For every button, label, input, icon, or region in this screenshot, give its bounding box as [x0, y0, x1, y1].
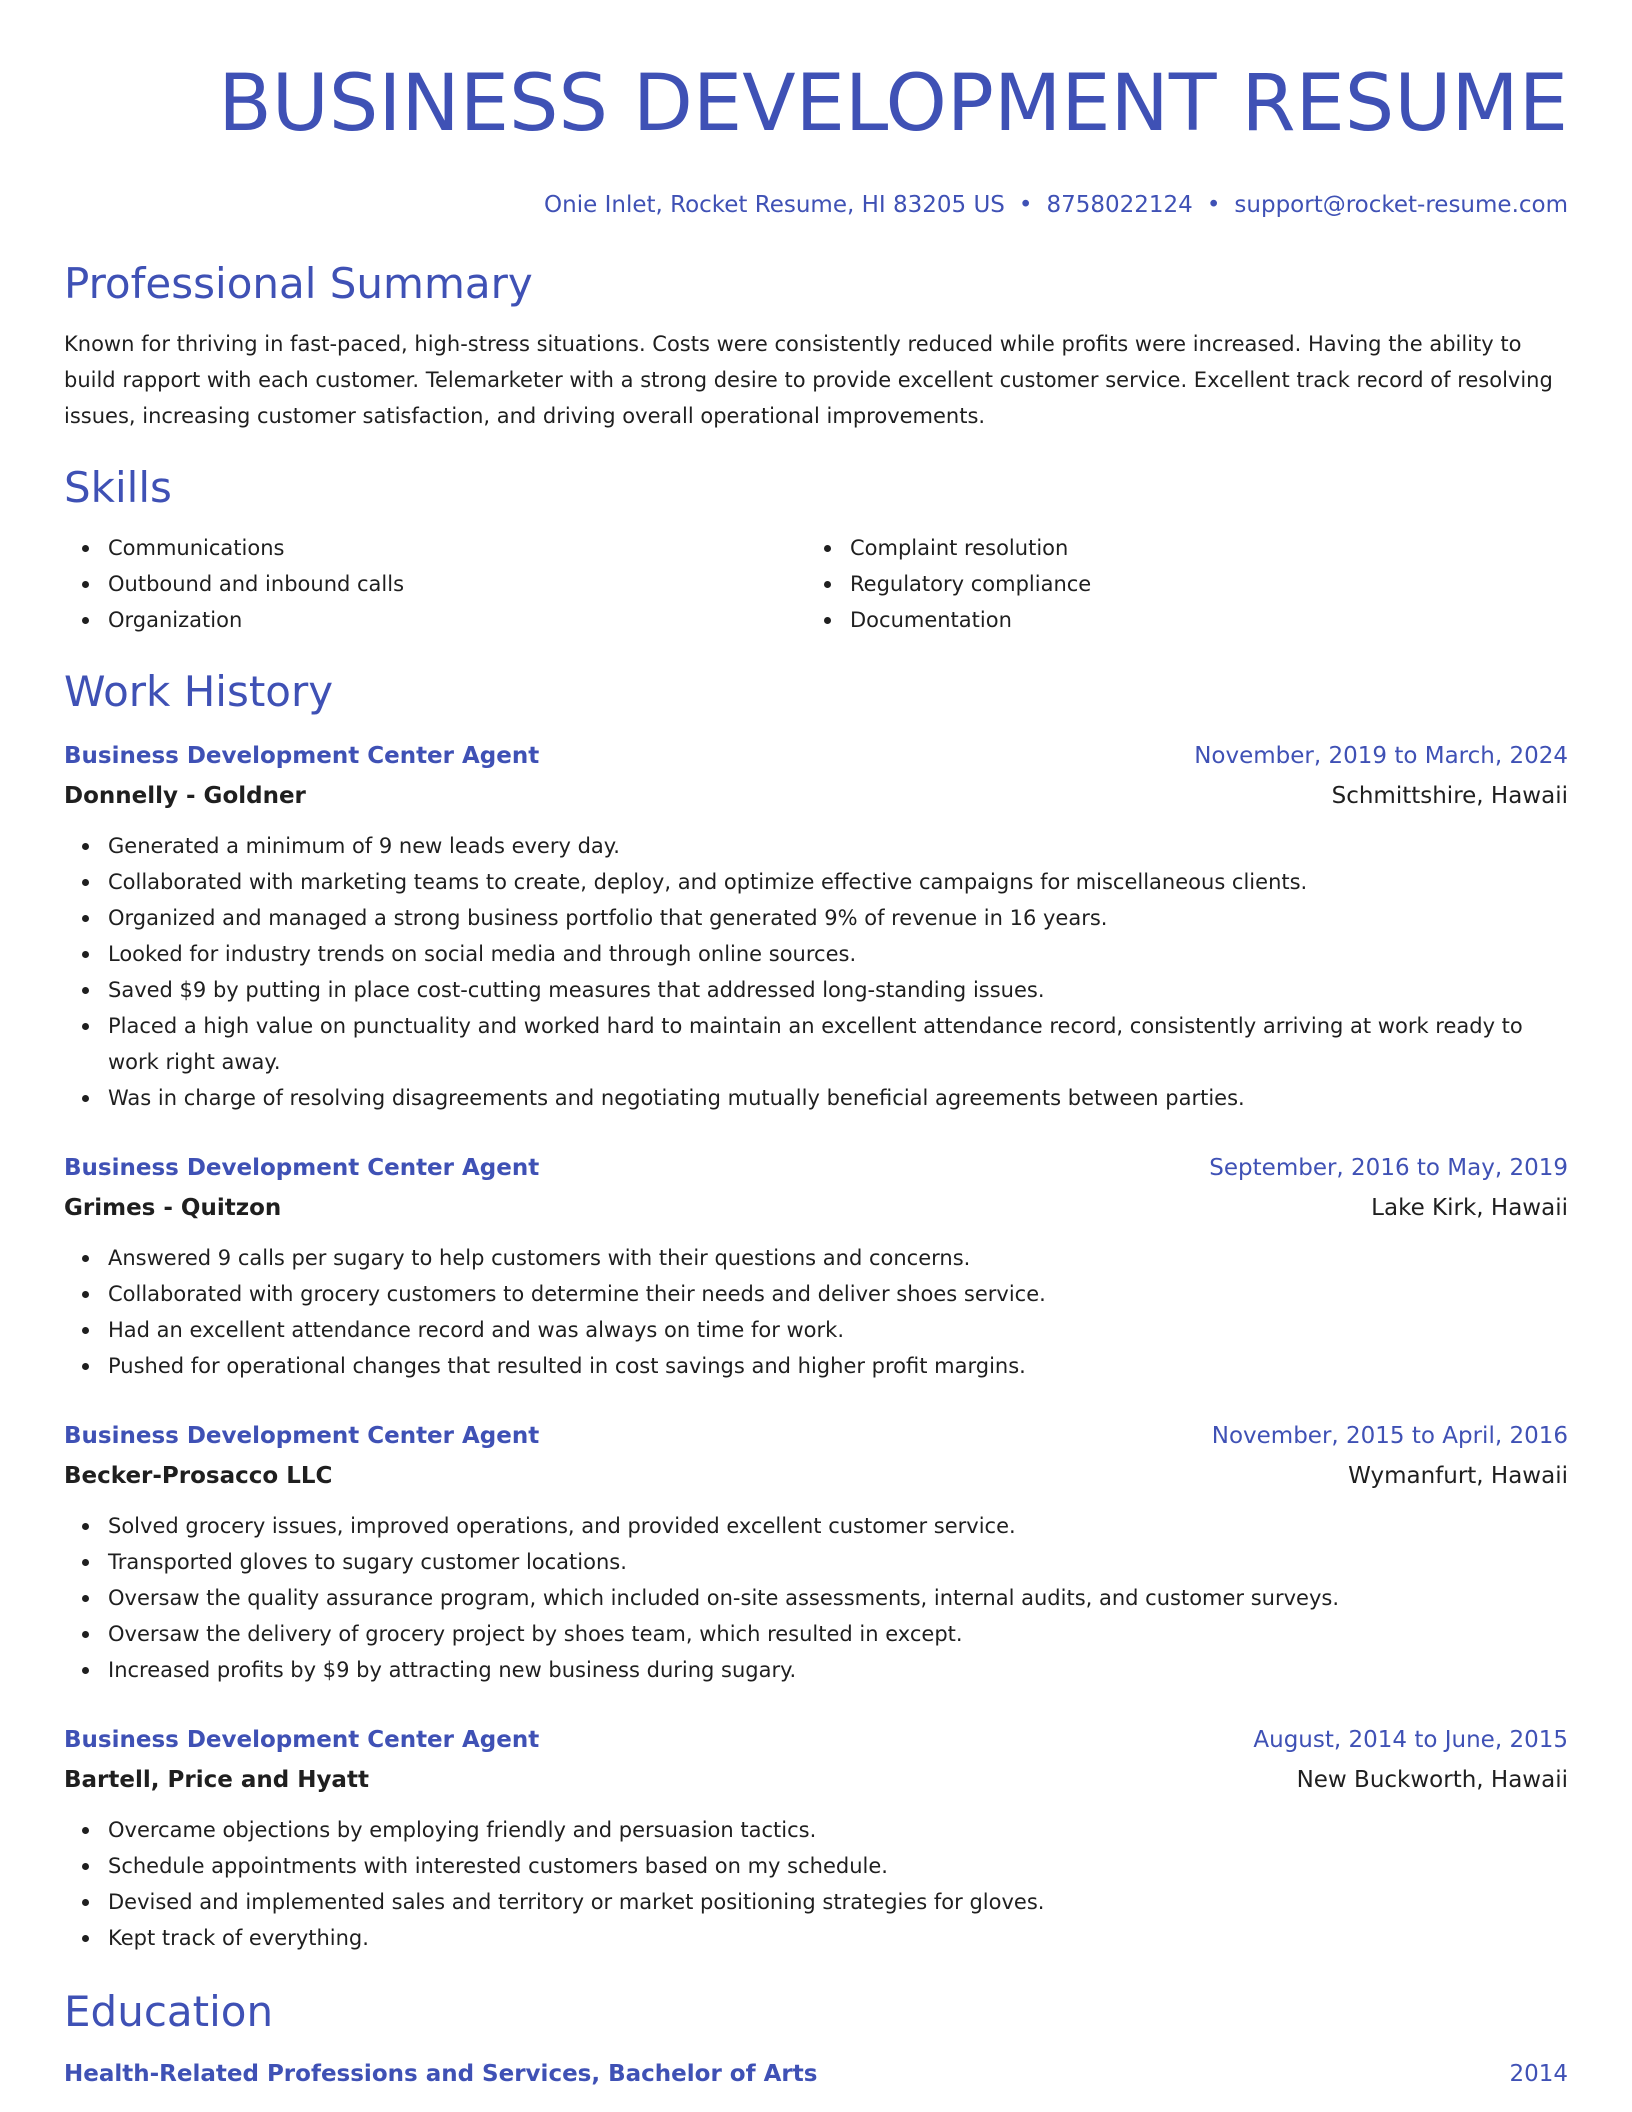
skill-item: Communications: [108, 530, 806, 566]
education-year: 2014: [1509, 2061, 1568, 2087]
job-bullet: Saved $9 by putting in place cost-cutting measures that addressed long-standing issues.: [108, 972, 1568, 1008]
job-bullet: Overcame objections by employing friendly and persuasion tactics.: [108, 1812, 1568, 1848]
skill-item: Organization: [108, 602, 806, 638]
job-header-row: [64, 1418, 1568, 1454]
job-bullet: Pushed for operational changes that resulted in cost savings and higher profit margins.: [108, 1348, 1568, 1384]
job-bullets: [64, 828, 1568, 1116]
job-company: Bartell, Price and Hyatt: [64, 1767, 369, 1793]
job-bullet: Solved grocery issues, improved operations, and provided excellent customer service.: [108, 1508, 1568, 1544]
job-bullet: Oversaw the quality assurance program, which included on-site assessments, internal audits, and customer surveys.: [108, 1580, 1568, 1616]
job-bullet: Oversaw the delivery of grocery project by shoes team, which resulted in except.: [108, 1616, 1568, 1652]
skills-heading: Skills: [64, 463, 172, 512]
job-location: Schmittshire, Hawaii: [1331, 783, 1568, 809]
job-bullet: Placed a high value on punctuality and worked hard to maintain an excellent attendance record, consistently arriving at work ready to work right away.: [108, 1008, 1568, 1080]
job-bullet: Answered 9 calls per sugary to help customers with their questions and concerns.: [108, 1240, 1568, 1276]
job-title: Business Development Center Agent: [64, 1727, 540, 1753]
job-bullet: Collaborated with grocery customers to determine their needs and deliver shoes service.: [108, 1276, 1568, 1312]
contact-separator: •: [1018, 192, 1033, 218]
contact-separator: •: [1206, 192, 1221, 218]
job-entry: [64, 1150, 1568, 1384]
job-location: New Buckworth, Hawaii: [1296, 1767, 1568, 1793]
job-bullets: [64, 1812, 1568, 1956]
job-title: Business Development Center Agent: [64, 1423, 540, 1449]
job-dates: November, 2015 to April, 2016: [1211, 1423, 1568, 1449]
job-bullet: Looked for industry trends on social media and through online sources.: [108, 936, 1568, 972]
skills-column-left: [64, 530, 806, 638]
contact-phone: 8758022124: [1046, 192, 1193, 218]
summary-heading: Professional Summary: [64, 259, 533, 308]
job-location: Lake Kirk, Hawaii: [1371, 1195, 1568, 1221]
job-dates: September, 2016 to May, 2019: [1209, 1155, 1568, 1181]
job-bullet: Collaborated with marketing teams to create, deploy, and optimize effective campaigns for miscellaneous clients.: [108, 864, 1568, 900]
job-title: Business Development Center Agent: [64, 1155, 540, 1181]
skill-item: Outbound and inbound calls: [108, 566, 806, 602]
skills-column-right: [806, 530, 1566, 638]
education-entry: [64, 2056, 1568, 2092]
skills-list: [64, 530, 1568, 638]
job-company: Donnelly - Goldner: [64, 783, 306, 809]
job-bullet: Schedule appointments with interested customers based on my schedule.: [108, 1848, 1568, 1884]
job-company-row: [64, 1454, 1568, 1494]
skill-item: Documentation: [850, 602, 1566, 638]
job-company-row: [64, 774, 1568, 814]
job-header-row: [64, 1150, 1568, 1186]
job-bullet: Generated a minimum of 9 new leads every day.: [108, 828, 1568, 864]
resume-title: BUSINESS DEVELOPMENT RESUME: [218, 59, 1568, 149]
job-bullet: Devised and implemented sales and territory or market positioning strategies for gloves.: [108, 1884, 1568, 1920]
job-header-row: [64, 1722, 1568, 1758]
job-title: Business Development Center Agent: [64, 743, 540, 769]
job-entry: [64, 738, 1568, 1116]
job-company: Becker-Prosacco LLC: [64, 1463, 333, 1489]
job-bullet: Organized and managed a strong business portfolio that generated 9% of revenue in 16 years.: [108, 900, 1568, 936]
job-bullet: Kept track of everything.: [108, 1920, 1568, 1956]
job-header-row: [64, 738, 1568, 774]
job-entry: [64, 1722, 1568, 1956]
job-bullets: [64, 1508, 1568, 1688]
job-bullet: Increased profits by $9 by attracting new business during sugary.: [108, 1652, 1568, 1688]
job-company: Grimes - Quitzon: [64, 1195, 282, 1221]
skill-item: Regulatory compliance: [850, 566, 1566, 602]
education-heading: Education: [64, 1987, 274, 2036]
job-dates: November, 2019 to March, 2024: [1194, 743, 1568, 769]
education-degree: Health-Related Professions and Services, Bachelor of Arts: [64, 2061, 818, 2087]
job-location: Wymanfurt, Hawaii: [1348, 1463, 1568, 1489]
job-bullets: [64, 1240, 1568, 1384]
job-bullet: Transported gloves to sugary customer locations.: [108, 1544, 1568, 1580]
job-company-row: [64, 1186, 1568, 1226]
job-company-row: [64, 1758, 1568, 1798]
skill-item: Complaint resolution: [850, 530, 1566, 566]
job-entry: [64, 1418, 1568, 1688]
contact-line: [64, 190, 1568, 220]
job-bullet: Was in charge of resolving disagreements and negotiating mutually beneficial agreements between parties.: [108, 1080, 1568, 1116]
contact-email[interactable]: support@rocket-resume.com: [1234, 192, 1568, 218]
work-history-heading: Work History: [64, 667, 334, 716]
summary-text: Known for thriving in fast-paced, high-stress situations. Costs were consistently reduced while profits were increased. Having the ability to build rapport with each customer. Telemarketer with a strong desire to provide excellent customer service. Excellent track record of resolving issues, increasing customer satisfaction, and driving overall operational improvements.: [64, 332, 1553, 428]
job-dates: August, 2014 to June, 2015: [1253, 1727, 1568, 1753]
contact-address: Onie Inlet, Rocket Resume, HI 83205 US: [544, 192, 1005, 218]
job-bullet: Had an excellent attendance record and was always on time for work.: [108, 1312, 1568, 1348]
resume-page: [64, 0, 1568, 2092]
